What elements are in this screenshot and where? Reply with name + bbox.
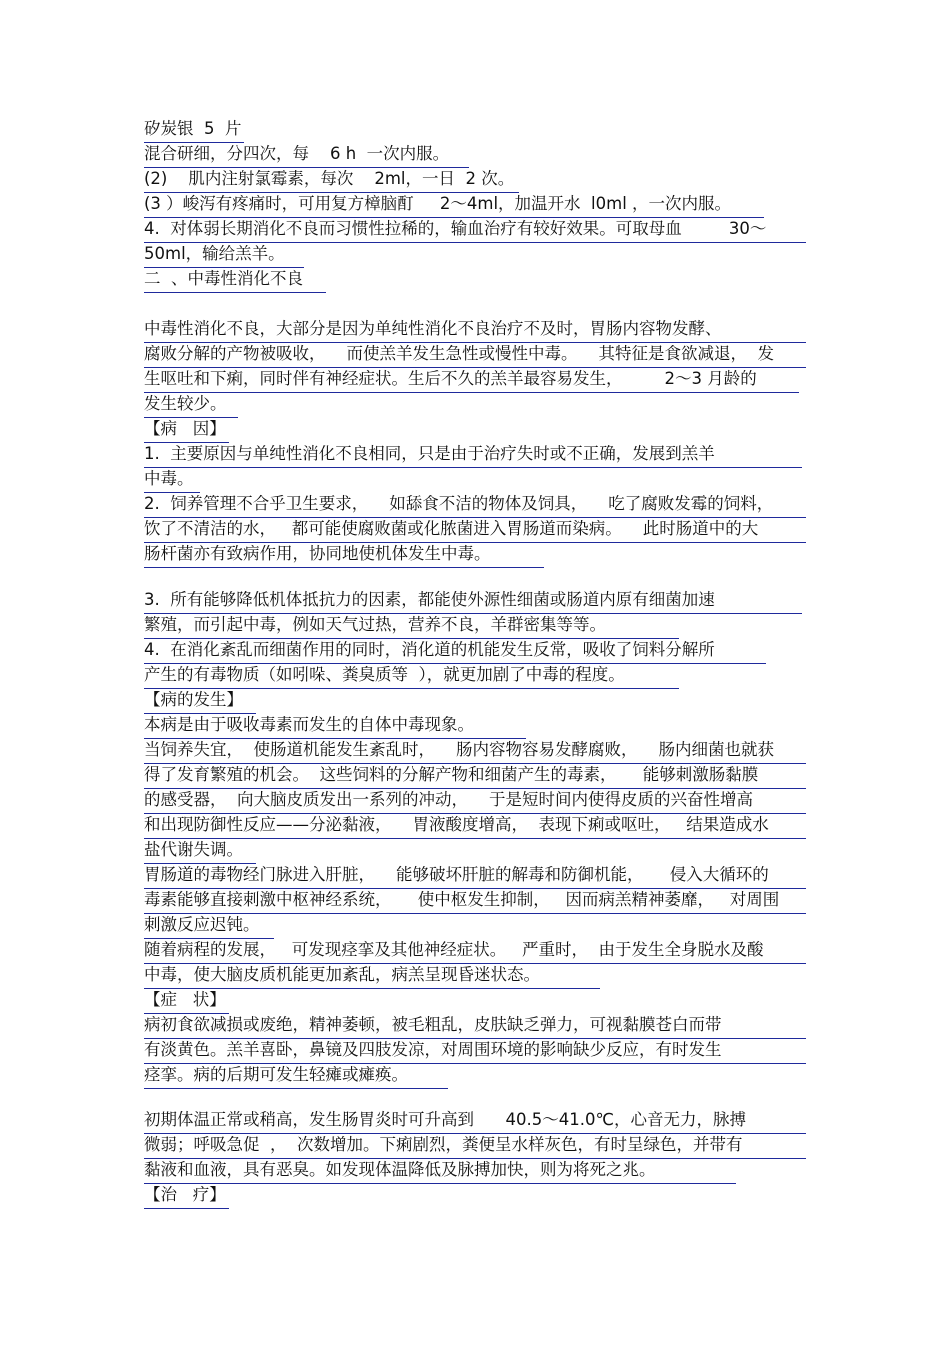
text-line: 二 、中毒性消化不良 — [144, 268, 326, 293]
text-block-pathogenesis-symptoms — [144, 589, 814, 1089]
text-line: 肠杆菌亦有致病作用，协同地使机体发生中毒。 — [144, 543, 544, 568]
text-line: 本病是由于吸收毒素而发生的自体中毒现象。 — [144, 714, 526, 739]
text-block-prescription — [144, 118, 814, 293]
text-line: 病初食欲减损或废绝，精神萎顿，被毛粗乱，皮肤缺乏弹力，可视黏膜苍白而带 — [144, 1014, 806, 1039]
text-line: 3. 所有能够降低机体抵抗力的因素，都能使外源性细菌或肠道内原有细菌加速 — [144, 589, 802, 614]
text-line: 【病的发生】 — [144, 689, 256, 714]
text-line: (3 ）峻泻有疼痛时，可用复方樟脑酊 2～4ml，加温开水 l0ml ，一次内服。 — [144, 193, 764, 218]
text-line: 【病 因】 — [144, 418, 229, 443]
text-line: 4. 对体弱长期消化不良而习惯性拉稀的，输血治疗有较好效果。可取母血 30～ — [144, 218, 806, 243]
text-line: 1. 主要原因与单纯性消化不良相同，只是由于治疗失时或不正确，发展到羔羊 — [144, 443, 802, 468]
text-line: (2) 肌内注射氯霉素，每次 2ml，一日 2 次。 — [144, 168, 519, 193]
text-line: 胃肠道的毒物经门脉进入肝脏， 能够破坏肝脏的解毒和防御机能， 侵入大循环的 — [144, 864, 806, 889]
text-line: 矽炭银 5 片 — [144, 118, 244, 143]
text-line: 盐代谢失调。 — [144, 839, 256, 864]
text-line: 4. 在消化紊乱而细菌作用的同时，消化道的机能发生反常，吸收了饲料分解所 — [144, 639, 766, 664]
text-line: 中毒，使大脑皮质机能更加紊乱，病羔呈现昏迷状态。 — [144, 964, 600, 989]
text-line: 当饲养失宜， 使肠道机能发生紊乱时， 肠内容物容易发酵腐败， 肠内细菌也就获 — [144, 739, 806, 764]
text-line: 产生的有毒物质（如吲哚、粪臭质等 ），就更加剧了中毒的程度。 — [144, 664, 679, 689]
text-line: 发生较少。 — [144, 393, 238, 418]
text-line: 腐败分解的产物被吸收， 而使羔羊发生急性或慢性中毒。 其特征是食欲减退， 发 — [144, 343, 806, 368]
text-line: 黏液和血液，具有恶臭。如发现体温降低及脉搏加快，则为将死之兆。 — [144, 1159, 736, 1184]
text-line: 得了发育繁殖的机会。 这些饲料的分解产物和细菌产生的毒素， 能够刺激肠黏膜 — [144, 764, 806, 789]
text-line: 【治 疗】 — [144, 1184, 229, 1209]
text-line: 毒素能够直接刺激中枢神经系统， 使中枢发生抑制， 因而病羔精神萎靡， 对周围 — [144, 889, 806, 914]
text-line: 痉挛。病的后期可发生轻瘫或瘫痪。 — [144, 1064, 448, 1089]
text-line: 中毒。 — [144, 468, 200, 493]
text-block-toxic-indigestion-intro — [144, 318, 814, 568]
text-line: 随着病程的发展， 可发现痉挛及其他神经症状。 严重时， 由于发生全身脱水及酸 — [144, 939, 806, 964]
text-line: 生呕吐和下痢，同时伴有神经症状。生后不久的羔羊最容易发生， 2～3 月龄的 — [144, 368, 799, 393]
text-line: 50ml，输给羔羊。 — [144, 243, 304, 268]
text-line: 中毒性消化不良，大部分是因为单纯性消化不良治疗不及时，胃肠内容物发酵、 — [144, 318, 806, 343]
text-line: 刺激反应迟钝。 — [144, 914, 274, 939]
text-block-symptoms-treatment — [144, 1109, 814, 1209]
text-line: 有淡黄色。羔羊喜卧，鼻镜及四肢发凉，对周围环境的影响缺少反应，有时发生 — [144, 1039, 806, 1064]
text-line: 混合研细，分四次，每 6 h 一次内服。 — [144, 143, 469, 168]
text-line: 饮了不清洁的水， 都可能使腐败菌或化脓菌进入胃肠道而染病。 此时肠道中的大 — [144, 518, 806, 543]
text-line: 的感受器， 向大脑皮质发出一系列的冲动， 于是短时间内使得皮质的兴奋性增高 — [144, 789, 806, 814]
text-line: 初期体温正常或稍高，发生肠胃炎时可升高到 40.5～41.0℃，心音无力，脉搏 — [144, 1109, 806, 1134]
text-line: 繁殖，而引起中毒，例如天气过热，营养不良，羊群密集等等。 — [144, 614, 679, 639]
text-line: 微弱；呼吸急促 ， 次数增加。下痢剧烈，粪便呈水样灰色，有时呈绿色，并带有 — [144, 1134, 806, 1159]
text-line: 和出现防御性反应——分泌黏液， 胃液酸度增高， 表现下痢或呕吐， 结果造成水 — [144, 814, 806, 839]
text-line: 2. 饲养管理不合乎卫生要求， 如舔食不洁的物体及饲具， 吃了腐败发霉的饲料， — [144, 493, 806, 518]
text-line: 【症 状】 — [144, 989, 229, 1014]
